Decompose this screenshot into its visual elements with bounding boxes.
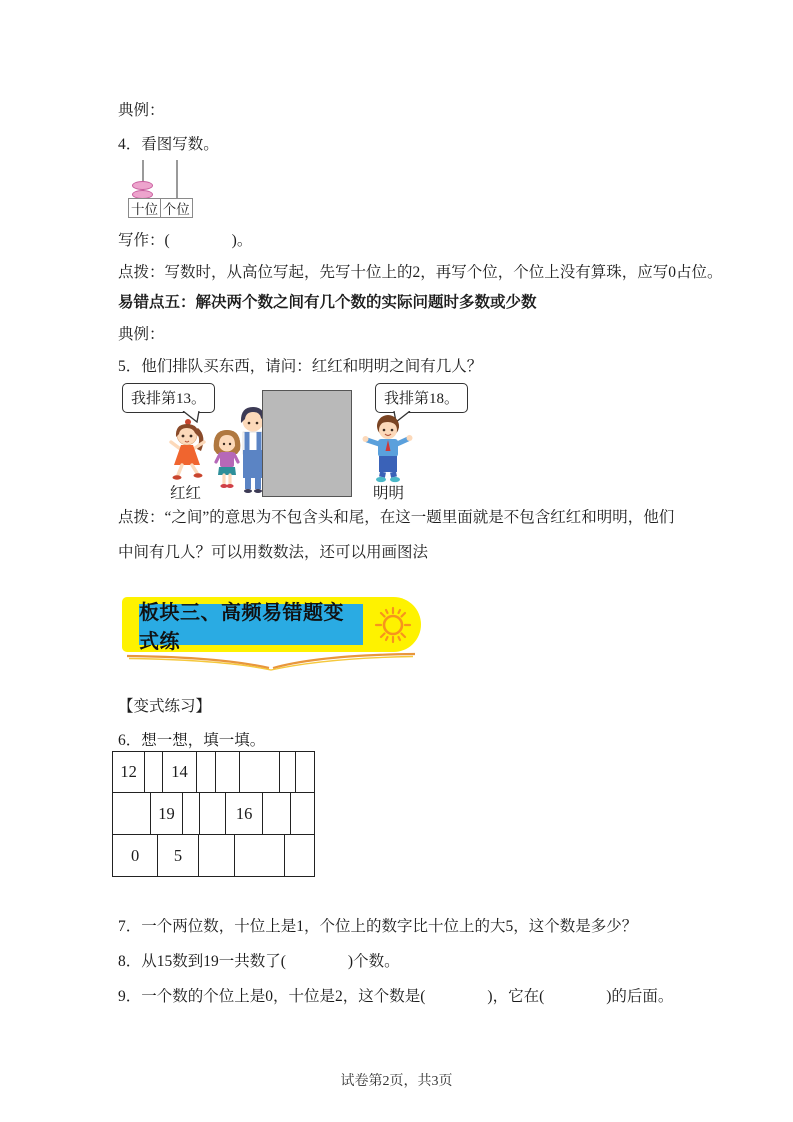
example-label-1: 典例： bbox=[118, 102, 165, 119]
table-number-cell: 14 bbox=[163, 752, 197, 792]
name-label-honghong: 红红 bbox=[170, 485, 202, 502]
abacus-bead bbox=[132, 181, 153, 190]
table-number-cell: 5 bbox=[158, 835, 199, 876]
queue-illustration bbox=[115, 380, 485, 505]
table-number-cell: 19 bbox=[151, 793, 183, 834]
table-blank-cell bbox=[200, 793, 226, 834]
table-blank-cell bbox=[235, 835, 284, 876]
name-label-mingming: 明明 bbox=[373, 485, 405, 502]
table-number-cell: 16 bbox=[226, 793, 263, 834]
write-answer-line: 写作：( )。 bbox=[118, 232, 253, 249]
abacus-figure bbox=[128, 160, 198, 220]
question-8-text: 8．从15数到19一共数了( )个数。 bbox=[118, 953, 400, 970]
ones-place-label: 个位 bbox=[160, 198, 193, 218]
table-row bbox=[112, 835, 315, 877]
table-blank-cell bbox=[197, 752, 216, 792]
table-blank-cell bbox=[291, 793, 314, 834]
speech-bubble-left-text: 我排第13。 bbox=[131, 391, 207, 407]
abacus-ones-rod bbox=[176, 160, 178, 199]
table-blank-cell bbox=[183, 793, 200, 834]
fill-table bbox=[112, 751, 315, 877]
table-blank-cell bbox=[285, 835, 314, 876]
page-footer: 试卷第2页，共3页 bbox=[340, 1074, 453, 1089]
speech-bubble-right bbox=[375, 383, 468, 413]
girl-honghong-illustration bbox=[167, 418, 209, 482]
table-blank-cell bbox=[280, 752, 296, 792]
table-blank-cell bbox=[199, 835, 235, 876]
boy-mingming-illustration bbox=[360, 413, 414, 483]
question-7-text: 7．一个两位数，十位上是1，个位上的数字比十位上的大5，这个数是多少？ bbox=[118, 918, 638, 935]
table-blank-cell bbox=[240, 752, 280, 792]
question-5-hint: 点拨：“之间”的意思为不包含头和尾，在这一题里面就是不包含红红和明明，他们中间有几人？可以用数数法，还可以用画图法 bbox=[118, 509, 675, 561]
place-value-boxes bbox=[128, 198, 193, 218]
table-blank-cell bbox=[296, 752, 314, 792]
table-blank-cell bbox=[216, 752, 240, 792]
section-banner bbox=[122, 597, 421, 652]
tens-place-label: 十位 bbox=[128, 198, 161, 218]
table-row bbox=[112, 751, 315, 793]
table-row bbox=[112, 793, 315, 835]
table-blank-cell bbox=[263, 793, 291, 834]
banner-swoosh-underline bbox=[125, 652, 417, 672]
sun-icon bbox=[370, 602, 416, 648]
table-blank-cell bbox=[113, 793, 151, 834]
variant-practice-label: 【变式练习】 bbox=[118, 698, 212, 715]
crowd-placeholder-box bbox=[262, 390, 352, 497]
question-5-title: 5．他们排队买东西，请问：红红和明明之间有几人？ bbox=[118, 358, 483, 375]
table-number-cell: 0 bbox=[113, 835, 158, 876]
question-4-title: 4．看图写数。 bbox=[118, 136, 219, 153]
speech-bubble-right-text: 我排第18。 bbox=[384, 391, 460, 407]
error-point-5-heading: 易错点五：解决两个数之间有几个数的实际问题时多数或少数 bbox=[118, 294, 537, 311]
example-label-2: 典例： bbox=[118, 326, 165, 343]
question-6-title: 6．想一想，填一填。 bbox=[118, 732, 266, 749]
speech-bubble-left bbox=[122, 383, 215, 413]
table-blank-cell bbox=[145, 752, 162, 792]
section-banner-title: 板块三、高频易错题变式练 bbox=[139, 604, 363, 645]
table-number-cell: 12 bbox=[113, 752, 145, 792]
question-4-hint: 点拨：写数时，从高位写起，先写十位上的2，再写个位，个位上没有算珠，应写0占位。 bbox=[118, 264, 723, 281]
question-9-text: 9．一个数的个位上是0，十位是2，这个数是( )，它在( )的后面。 bbox=[118, 988, 674, 1005]
